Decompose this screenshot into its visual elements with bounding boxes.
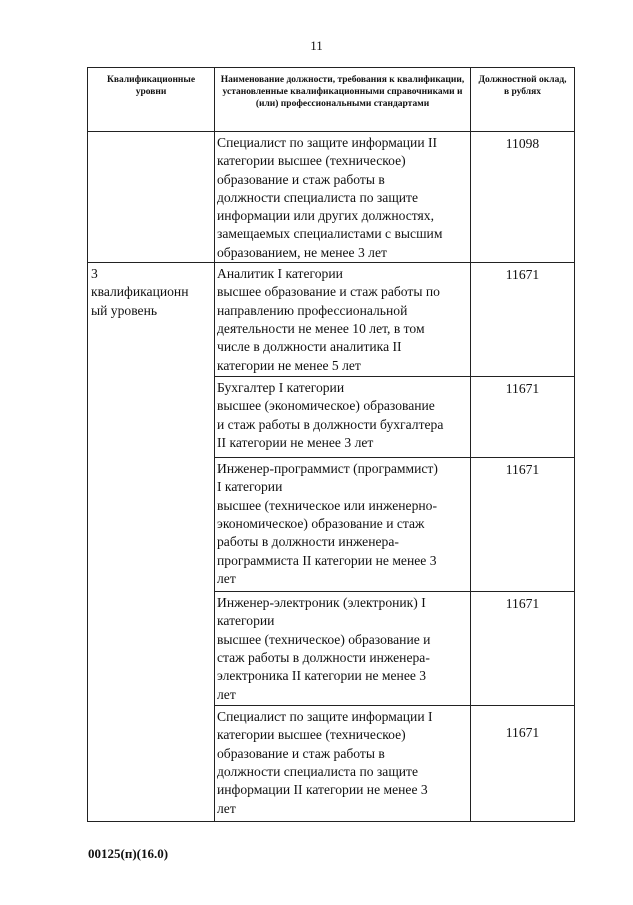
header-qualification-levels: Квалификационные уровни — [88, 68, 215, 132]
position-text: Инженер-электроник (электроник) I категории высшее (техническое) образование и стаж работы в должности инженера- электроника II категории не менее 3 лет — [217, 595, 431, 702]
position-cell — [215, 132, 471, 263]
salary-cell — [471, 263, 575, 377]
level-text — [88, 132, 214, 134]
position-text: Специалист по защите информации I категории высшее (техническое) образование и стаж работы в должности специалиста по защите информации II категории не менее 3 лет — [217, 709, 433, 816]
position-cell — [215, 458, 471, 592]
header-salary: Должностной оклад, в рублях — [471, 68, 575, 132]
header-position-requirements: Наименование должности, требования к квалификации, установленные квалификационными справочниками и (или) профессиональными стандартами — [215, 68, 471, 132]
level-text: 3 квалификационн ый уровень — [91, 266, 189, 318]
page-number: 11 — [310, 38, 323, 53]
level-cell — [88, 132, 215, 263]
salary-value: 11671 — [505, 462, 540, 478]
position-text: Бухгалтер I категории высшее (экономическое) образование и стаж работы в должности бухгалтера II категории не менее 3 лет — [217, 380, 444, 450]
salary-value: 11671 — [505, 267, 540, 283]
salary-value: 11671 — [505, 596, 540, 612]
position-cell — [215, 592, 471, 706]
position-cell — [215, 706, 471, 822]
position-text: Специалист по защите информации II категории высшее (техническое) образование и стаж работы в должности специалиста по защите информации или других должностях, замещаемых специалистами с высшим образованием, не менее 3 лет — [217, 135, 443, 260]
salary-value: 11671 — [505, 725, 540, 741]
position-cell — [215, 263, 471, 377]
salary-cell — [471, 706, 575, 822]
position-cell — [215, 377, 471, 458]
table-header-row — [88, 68, 575, 132]
salary-cell — [471, 132, 575, 263]
salary-cell — [471, 458, 575, 592]
salary-cell — [471, 377, 575, 458]
position-text: Инженер-программист (программист) I категории высшее (техническое или инженерно- экономическое) образование и стаж работы в должности инженера- программиста II категории не менее 3 лет — [217, 461, 438, 586]
salary-cell — [471, 592, 575, 706]
qualification-table — [87, 67, 575, 822]
salary-value: 11671 — [505, 381, 540, 397]
position-text: Аналитик I категории высшее образование и стаж работы по направлению профессиональной деятельности не менее 10 лет, в том числе в должности аналитика II категории не менее 5 лет — [217, 266, 440, 373]
level-cell — [88, 263, 215, 822]
salary-value: 11098 — [505, 136, 540, 151]
table-row — [88, 263, 575, 377]
document-code: 00125(п)(16.0) — [88, 846, 169, 861]
table-row — [88, 132, 575, 263]
